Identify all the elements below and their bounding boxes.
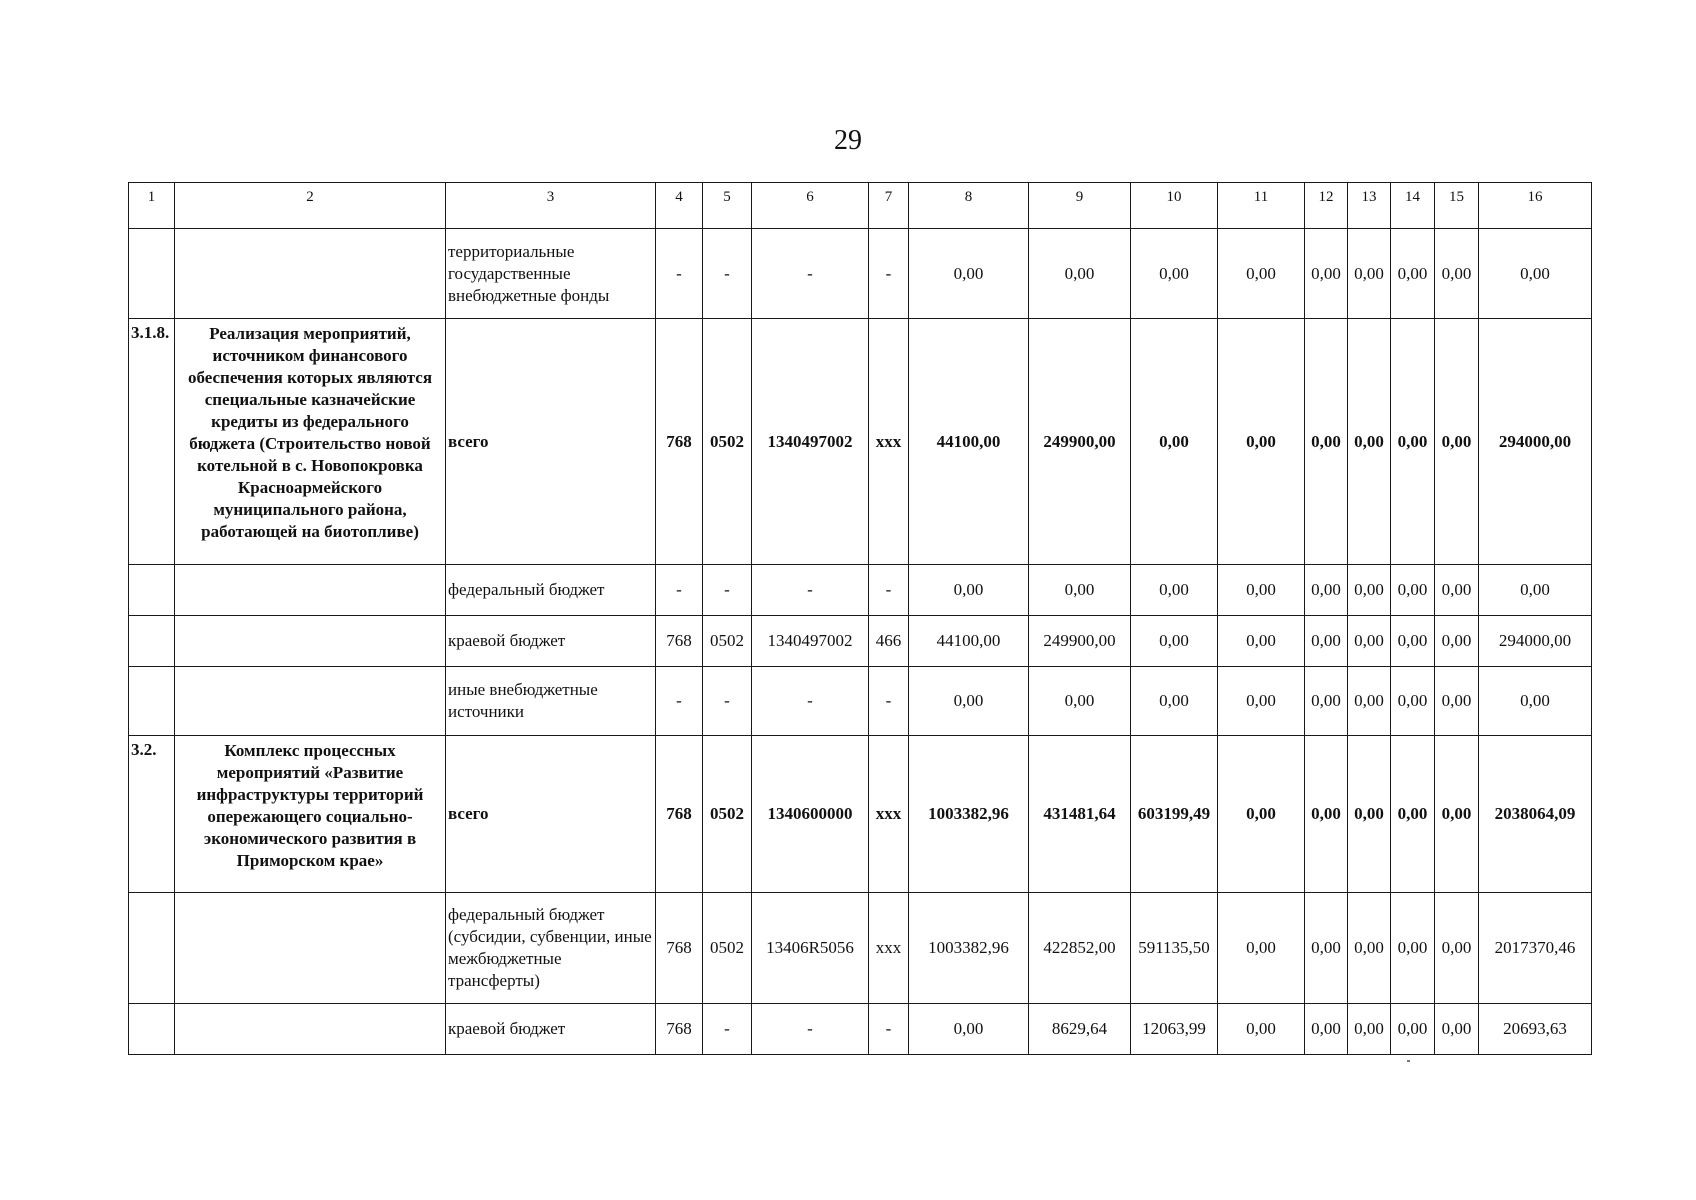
table-cell: - bbox=[752, 667, 869, 736]
table-cell: - bbox=[869, 1004, 909, 1055]
table-cell: 2038064,09 bbox=[1479, 736, 1592, 893]
table-cell: - bbox=[703, 229, 752, 319]
row-name bbox=[175, 565, 446, 616]
table-cell: 0,00 bbox=[1391, 893, 1435, 1004]
table-cell: 0,00 bbox=[1348, 736, 1391, 893]
row-number bbox=[129, 616, 175, 667]
table-cell: 0,00 bbox=[1218, 667, 1305, 736]
column-header: 14 bbox=[1391, 183, 1435, 229]
table-cell: 0,00 bbox=[1435, 616, 1479, 667]
table-cell: 0,00 bbox=[1391, 667, 1435, 736]
column-header: 15 bbox=[1435, 183, 1479, 229]
table-cell: 1003382,96 bbox=[909, 736, 1029, 893]
table-cell: 0,00 bbox=[1305, 736, 1348, 893]
table-cell: 422852,00 bbox=[1029, 893, 1131, 1004]
table-cell: 0,00 bbox=[1435, 667, 1479, 736]
table-cell: 294000,00 bbox=[1479, 319, 1592, 565]
column-header: 5 bbox=[703, 183, 752, 229]
table-cell: 768 bbox=[656, 736, 703, 893]
table-cell: - bbox=[703, 565, 752, 616]
table-cell: 8629,64 bbox=[1029, 1004, 1131, 1055]
table-cell: 0,00 bbox=[1479, 565, 1592, 616]
table-cell: 13406R5056 bbox=[752, 893, 869, 1004]
funding-source: федеральный бюджет bbox=[446, 565, 656, 616]
funding-source: территориальные государственные внебюджетные фонды bbox=[446, 229, 656, 319]
column-header: 7 bbox=[869, 183, 909, 229]
table-cell: 0,00 bbox=[1348, 1004, 1391, 1055]
row-number: 3.2. bbox=[129, 736, 175, 893]
row-number: 3.1.8. bbox=[129, 319, 175, 565]
table-cell: 0,00 bbox=[1435, 736, 1479, 893]
table-cell: 0502 bbox=[703, 319, 752, 565]
table-cell: - bbox=[752, 1004, 869, 1055]
table-row bbox=[129, 736, 1592, 893]
table-cell: 0502 bbox=[703, 736, 752, 893]
table-cell: 0,00 bbox=[909, 667, 1029, 736]
table-cell: 591135,50 bbox=[1131, 893, 1218, 1004]
table-cell: 0,00 bbox=[1435, 893, 1479, 1004]
table-cell: 20693,63 bbox=[1479, 1004, 1592, 1055]
column-header: 10 bbox=[1131, 183, 1218, 229]
table-cell: 2017370,46 bbox=[1479, 893, 1592, 1004]
table-cell: 0,00 bbox=[1305, 616, 1348, 667]
table-row bbox=[129, 229, 1592, 319]
table-row bbox=[129, 1004, 1592, 1055]
page-number: 29 bbox=[834, 125, 862, 156]
table-cell: xxx bbox=[869, 893, 909, 1004]
table-cell: 0,00 bbox=[1218, 565, 1305, 616]
column-header: 4 bbox=[656, 183, 703, 229]
column-header: 11 bbox=[1218, 183, 1305, 229]
table-cell: 249900,00 bbox=[1029, 319, 1131, 565]
column-header: 1 bbox=[129, 183, 175, 229]
table-cell: 0,00 bbox=[1391, 565, 1435, 616]
funding-source: иные внебюджетные источники bbox=[446, 667, 656, 736]
table-cell: xxx bbox=[869, 736, 909, 893]
scan-speck bbox=[1407, 1060, 1410, 1062]
table-cell: 0,00 bbox=[1348, 893, 1391, 1004]
table-cell: 0,00 bbox=[1218, 893, 1305, 1004]
table-cell: 0,00 bbox=[1131, 319, 1218, 565]
table-cell: 0,00 bbox=[1131, 229, 1218, 319]
table-cell: 768 bbox=[656, 319, 703, 565]
row-name: Комплекс процессных мероприятий «Развитие инфраструктуры территорий опережающего социально-экономического развития в Приморском крае» bbox=[175, 736, 446, 893]
table-cell: 431481,64 bbox=[1029, 736, 1131, 893]
row-name bbox=[175, 1004, 446, 1055]
table-cell: 0,00 bbox=[1218, 616, 1305, 667]
column-header: 6 bbox=[752, 183, 869, 229]
table-cell: 0,00 bbox=[1305, 229, 1348, 319]
budget-table bbox=[128, 182, 1592, 1055]
table-cell: 0,00 bbox=[1305, 1004, 1348, 1055]
table-cell: 0,00 bbox=[1391, 1004, 1435, 1055]
table-cell: 44100,00 bbox=[909, 616, 1029, 667]
column-header: 13 bbox=[1348, 183, 1391, 229]
table-cell: 768 bbox=[656, 893, 703, 1004]
row-name bbox=[175, 229, 446, 319]
table-cell: 0,00 bbox=[1305, 667, 1348, 736]
table-cell: 603199,49 bbox=[1131, 736, 1218, 893]
row-number bbox=[129, 1004, 175, 1055]
table-cell: 1340497002 bbox=[752, 319, 869, 565]
table-cell: 0,00 bbox=[1218, 736, 1305, 893]
table-cell: 294000,00 bbox=[1479, 616, 1592, 667]
column-header: 16 bbox=[1479, 183, 1592, 229]
table-cell: - bbox=[869, 667, 909, 736]
table-cell: - bbox=[752, 565, 869, 616]
funding-source: краевой бюджет bbox=[446, 616, 656, 667]
table-cell: 0,00 bbox=[1348, 565, 1391, 616]
table-cell: 0,00 bbox=[1479, 229, 1592, 319]
table-cell: 1340600000 bbox=[752, 736, 869, 893]
table-header-row bbox=[129, 183, 1592, 229]
table-cell: 0,00 bbox=[1435, 229, 1479, 319]
table-cell: 12063,99 bbox=[1131, 1004, 1218, 1055]
table-cell: 0,00 bbox=[1029, 565, 1131, 616]
table-cell: 768 bbox=[656, 1004, 703, 1055]
table-row bbox=[129, 667, 1592, 736]
column-header: 8 bbox=[909, 183, 1029, 229]
table-cell: 0,00 bbox=[1131, 616, 1218, 667]
table-cell: 0,00 bbox=[1348, 667, 1391, 736]
row-number bbox=[129, 229, 175, 319]
table-cell: 0,00 bbox=[1305, 319, 1348, 565]
table-cell: 0502 bbox=[703, 893, 752, 1004]
row-name bbox=[175, 667, 446, 736]
table-cell: 768 bbox=[656, 616, 703, 667]
table-row bbox=[129, 319, 1592, 565]
table-row bbox=[129, 565, 1592, 616]
table-cell: 0,00 bbox=[1348, 319, 1391, 565]
table-cell: - bbox=[703, 1004, 752, 1055]
table-cell: 0502 bbox=[703, 616, 752, 667]
table-cell: 0,00 bbox=[1131, 565, 1218, 616]
table-cell: - bbox=[656, 565, 703, 616]
table-cell: - bbox=[869, 565, 909, 616]
table-cell: 0,00 bbox=[1218, 1004, 1305, 1055]
table-cell: 0,00 bbox=[1348, 229, 1391, 319]
row-number bbox=[129, 565, 175, 616]
funding-source: краевой бюджет bbox=[446, 1004, 656, 1055]
row-name bbox=[175, 893, 446, 1004]
row-name bbox=[175, 616, 446, 667]
column-header: 3 bbox=[446, 183, 656, 229]
table-cell: xxx bbox=[869, 319, 909, 565]
table-cell: 44100,00 bbox=[909, 319, 1029, 565]
table-cell: 0,00 bbox=[909, 1004, 1029, 1055]
row-number bbox=[129, 893, 175, 1004]
table-cell: 0,00 bbox=[1029, 229, 1131, 319]
funding-source: всего bbox=[446, 736, 656, 893]
table-cell: 1340497002 bbox=[752, 616, 869, 667]
table-cell: 0,00 bbox=[1435, 1004, 1479, 1055]
table-cell: 0,00 bbox=[1435, 319, 1479, 565]
funding-source: всего bbox=[446, 319, 656, 565]
table-row bbox=[129, 616, 1592, 667]
column-header: 12 bbox=[1305, 183, 1348, 229]
table-cell: - bbox=[703, 667, 752, 736]
row-name: Реализация мероприятий, источником финансового обеспечения которых являются специальные казначейские кредиты из федерального бюджета (Строительство новой котельной в с. Новопокровка Красноармейского муниципального района, работающей на биотопливе) bbox=[175, 319, 446, 565]
table-cell: 0,00 bbox=[1029, 667, 1131, 736]
table-cell: 0,00 bbox=[1391, 319, 1435, 565]
row-number bbox=[129, 667, 175, 736]
table-cell: 0,00 bbox=[1305, 565, 1348, 616]
table-cell: - bbox=[752, 229, 869, 319]
table-row bbox=[129, 893, 1592, 1004]
table-cell: 249900,00 bbox=[1029, 616, 1131, 667]
table-cell: 0,00 bbox=[1435, 565, 1479, 616]
table-cell: 0,00 bbox=[1391, 736, 1435, 893]
table-cell: 0,00 bbox=[1348, 616, 1391, 667]
table-cell: 0,00 bbox=[1391, 616, 1435, 667]
column-header: 2 bbox=[175, 183, 446, 229]
table-cell: 0,00 bbox=[1391, 229, 1435, 319]
table-cell: 0,00 bbox=[1218, 319, 1305, 565]
table-cell: 0,00 bbox=[1479, 667, 1592, 736]
table-cell: 0,00 bbox=[909, 229, 1029, 319]
table-cell: 0,00 bbox=[909, 565, 1029, 616]
table-cell: 0,00 bbox=[1305, 893, 1348, 1004]
table-cell: - bbox=[656, 229, 703, 319]
funding-source: федеральный бюджет (субсидии, субвенции, иные межбюджетные трансферты) bbox=[446, 893, 656, 1004]
column-header: 9 bbox=[1029, 183, 1131, 229]
table-cell: 466 bbox=[869, 616, 909, 667]
table-cell: 0,00 bbox=[1131, 667, 1218, 736]
table-cell: 1003382,96 bbox=[909, 893, 1029, 1004]
table-cell: - bbox=[869, 229, 909, 319]
table-cell: 0,00 bbox=[1218, 229, 1305, 319]
table-cell: - bbox=[656, 667, 703, 736]
